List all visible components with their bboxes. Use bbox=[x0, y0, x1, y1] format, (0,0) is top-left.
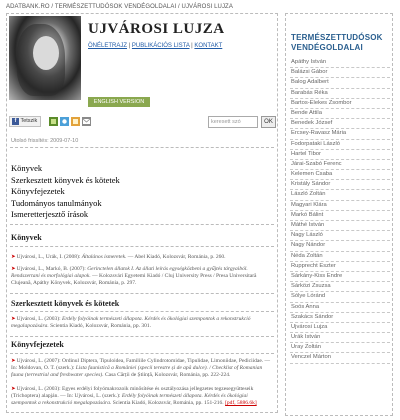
sidebar-item[interactable]: Nagy Nándor bbox=[290, 241, 390, 251]
section-title-chapters: Könyvfejezetek bbox=[11, 340, 64, 349]
toc-link-books[interactable]: Könyvek bbox=[11, 163, 43, 173]
profile-nav: ÖNÉLETRAJZ | PUBLIKÁCIÓS LISTA | KONTAKT bbox=[88, 43, 223, 49]
sidebar-item[interactable]: Fodorpataki László bbox=[290, 140, 390, 150]
sidebar-item[interactable]: Urák István bbox=[290, 333, 390, 343]
profile-name: UJVÁROSI LUJZA bbox=[88, 21, 225, 37]
facebook-like-label: Tetszik bbox=[20, 118, 38, 124]
divider bbox=[10, 336, 274, 337]
list-item: ➤Ujvárosi, L. (2003): Erdély folyóinak természeti állapota. Kérdés és ökológiai szempontok a rekonstrukció megalapozására. Scientia Kiadó, Kolozsvár, Románia, pp. 301. bbox=[11, 316, 251, 329]
sidebar-item[interactable]: Balázsi Gábor bbox=[290, 68, 390, 78]
search-input[interactable]: keresett szó bbox=[208, 116, 258, 128]
sidebar-item[interactable]: Járai-Szabó Ferenc bbox=[290, 160, 390, 170]
sidebar-item[interactable]: László Zoltán bbox=[290, 190, 390, 200]
email-icon[interactable] bbox=[82, 117, 91, 126]
sidebar-item[interactable]: Markó Bálint bbox=[290, 211, 390, 221]
facebook-icon: f bbox=[12, 118, 19, 125]
sidebar-item[interactable]: Nagy László bbox=[290, 231, 390, 241]
toc-link-chapters[interactable]: Könyvfejezetek bbox=[11, 186, 65, 196]
divider bbox=[10, 147, 274, 148]
last-updated: Utolsó frissítés: 2009-07-10 bbox=[11, 138, 79, 144]
sidebar-title: TERMÉSZETTUDÓSOK VENDÉGOLDALAI bbox=[291, 33, 383, 52]
sidebar-item[interactable]: Magyari Klára bbox=[290, 201, 390, 211]
divider bbox=[10, 353, 274, 354]
list-item: ➤Ujvárosi, L. (2007): Ordinul Diptera, Tipuloidea, Familiile Cylindrotomidae, Tipulidae, Limoniidae, Pediciidae. — In: Moldovan, O. T. (szerk.): Lista faunistică a României (specii terestre și de apă dulce). / Checklist of Romanian fauna (terrestrial and freshwater species). Casa Cărții de Știință, Kolozsvár, Románia, pp. 222-224. bbox=[11, 358, 271, 378]
sidebar-item[interactable]: Sólye Lóránd bbox=[290, 292, 390, 302]
sidebar-item[interactable]: Ercsey-Ravasz Mária bbox=[290, 129, 390, 139]
nav-link-contact[interactable]: KONTAKT bbox=[194, 43, 223, 49]
sidebar-item[interactable]: Rupprecht Eszter bbox=[290, 262, 390, 272]
toc-link-edited[interactable]: Szerkesztett könyvek és kötetek bbox=[11, 174, 120, 185]
sidebar-item[interactable]: Bartos-Elekes Zsombor bbox=[290, 99, 390, 109]
nav-link-cv[interactable]: ÖNÉLETRAJZ bbox=[88, 43, 128, 49]
sidebar-item[interactable]: Máthé István bbox=[290, 221, 390, 231]
sidebar-item[interactable]: Benedek József bbox=[290, 119, 390, 129]
sidebar-item[interactable]: Barabás Réka bbox=[290, 89, 390, 99]
pdf-link[interactable]: [pdf, 5886.6k] bbox=[225, 400, 257, 406]
divider bbox=[10, 293, 274, 294]
sidebar-item[interactable]: Hartel Tibor bbox=[290, 150, 390, 160]
sidebar-item[interactable]: Venczel Márton bbox=[290, 353, 390, 363]
toc-link-popular[interactable]: Ismeretterjesztő írások bbox=[11, 209, 89, 219]
sidebar-item[interactable]: Ujvárosi Lujza bbox=[290, 323, 390, 333]
divider bbox=[10, 246, 274, 247]
list-item: ➤Ujvárosi, L., Markó, B. (2007): Gerinctelen állatok I. Az állati leírás egységközbeni a gyűjtés tárgyaiból. Rendszertani és morfológiai alapok. — Kolozsvári Egyetemi Kiadó / Cluj University Press / Presa Universitară Clujeană, Apáthy Könyvek, Kolozsvár, Románia, p. 297. bbox=[11, 266, 257, 286]
english-version-button[interactable]: ENGLISH VERSION bbox=[88, 97, 150, 107]
sidebar-item[interactable]: Kelemen Csaba bbox=[290, 170, 390, 180]
facebook-like-button[interactable] bbox=[9, 116, 41, 127]
breadcrumb[interactable]: ADATBANK.RO / TERMÉSZETTUDÓSOK VENDÉGOLDALAI / UJVÁROSI LUJZA bbox=[6, 4, 233, 10]
share-row bbox=[9, 113, 277, 131]
sidebar-item[interactable]: Apáthy István bbox=[290, 58, 390, 68]
sidebar-item[interactable]: Balog Adalbert bbox=[290, 78, 390, 88]
list-item: ➤Ujvárosi, L., Urák, I. (2008): Általános ismeretek. — Abel Kiadó, Kolozsvár, Románia, p. 260. bbox=[11, 254, 226, 260]
sidebar bbox=[285, 13, 393, 416]
divider bbox=[10, 311, 274, 312]
sidebar-item[interactable]: Soós Anna bbox=[290, 303, 390, 313]
sidebar-item[interactable]: Sárközi Zsuzsa bbox=[290, 282, 390, 292]
search-ok-button[interactable]: OK bbox=[261, 116, 276, 128]
bookmark-icon[interactable] bbox=[71, 117, 80, 126]
divider bbox=[10, 224, 274, 225]
profile-photo bbox=[9, 16, 81, 100]
main-content bbox=[6, 13, 278, 413]
list-item: ➤Ujvárosi, L. (2003): Egyes erdélyi folyómakrozoik minősítése és osztályozása jellegzetes tegzesegyütteseik (Trichoptera) alapján. — In: Ujvárosi, L. (szerk.): Erdély folyóinak természeti állapota. Kérdés és ökológiai szempontok a rekonstrukció megalapozására. Scientia Kiadó, Kolozsvár, Románia, pp. 151-216. [pdf, 5886.6k] bbox=[11, 386, 257, 406]
sidebar-item[interactable]: Néda Zoltán bbox=[290, 252, 390, 262]
sidebar-item[interactable]: Szakács Sándor bbox=[290, 313, 390, 323]
toc-link-studies[interactable]: Tudományos tanulmányok bbox=[11, 197, 102, 208]
sidebar-item[interactable]: Sárkány-Kiss Endre bbox=[290, 272, 390, 282]
section-title-edited: Szerkesztett könyvek és kötetek bbox=[11, 299, 120, 308]
section-title-books: Könyvek bbox=[11, 233, 42, 242]
sidebar-list bbox=[290, 58, 390, 364]
twitter-icon[interactable] bbox=[60, 117, 69, 126]
nav-link-publications[interactable]: PUBLIKÁCIÓS LISTA bbox=[131, 43, 190, 49]
sidebar-item[interactable]: Uray Zoltán bbox=[290, 343, 390, 353]
table-of-contents bbox=[11, 163, 120, 221]
sidebar-item[interactable]: Kristály Sándor bbox=[290, 180, 390, 190]
sidebar-item[interactable]: Bende Attila bbox=[290, 109, 390, 119]
iwiw-icon[interactable] bbox=[49, 117, 58, 126]
